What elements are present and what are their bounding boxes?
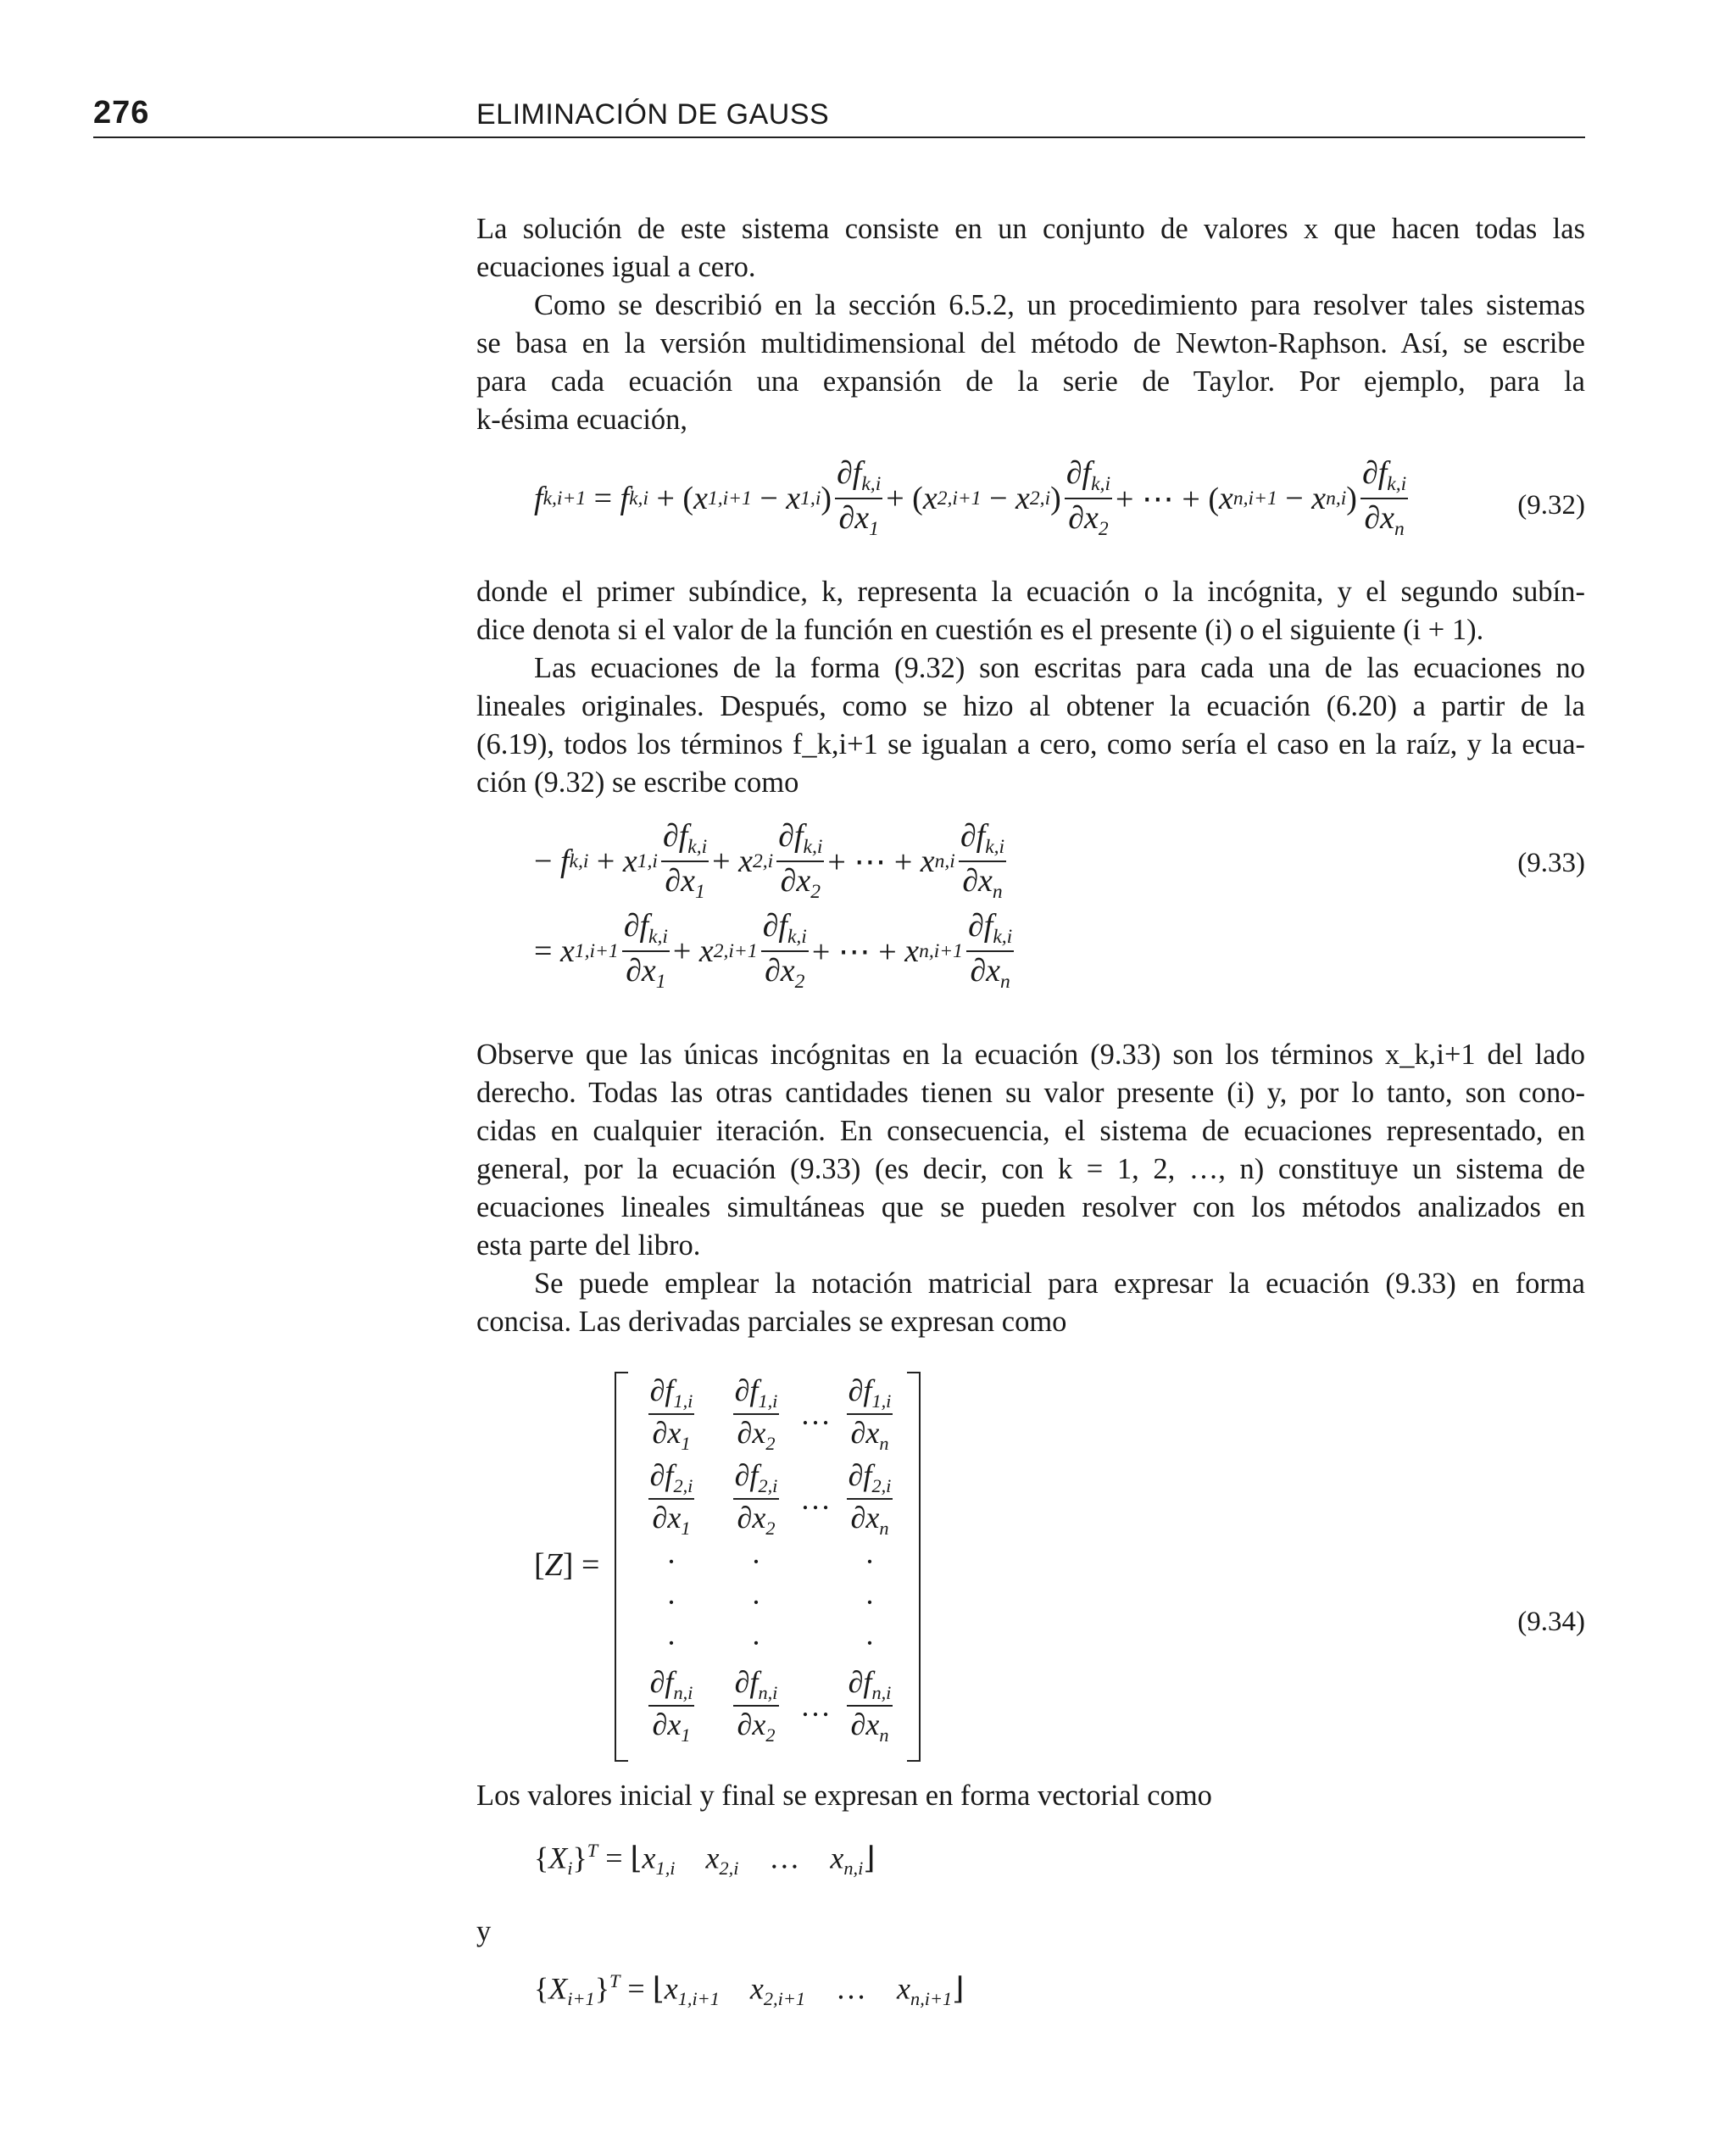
text-line: donde el primer subíndice, k, representa la ecuación o la incógnita, y el segundo subín- (476, 576, 1585, 608)
text-line: Como se describió en la sección 6.5.2, un procedimiento para resolver tales sistemas (534, 289, 1585, 321)
equation-9-34: [Z] = $\frac{\partial f_{1,i}}{\partial x_1}$ $\frac{\partial f_{1,i}}{\partial x_2}$ … $\frac{\partial f_{1,i}}{\partial x_n}$ $\frac{\partial f_{2,i}}{\partial x_1}$ $\frac{\partial f_{2,i}}{\partial x_2}$ … $\frac{\partial f_{2,i}}{\partial x_n}$ · · · · · · · · · $\frac{\partial f_{n,i}}{\partial x_1}$ $\frac{\partial f_{n,i}}{\partial x_2}$ … $\frac{\partial f_{n,i}}{\partial x_n}$ (534, 1372, 924, 1763)
text-line: para cada ecuación una expansión de la serie de Taylor. Por ejemplo, para la (476, 365, 1585, 398)
paragraph-7 (476, 1777, 1585, 1815)
text-line: cidas en cualquier iteración. En consecuencia, el sistema de ecuaciones representado, en (476, 1115, 1585, 1147)
connector-word (476, 1913, 1585, 1951)
text-line: ción (9.32) se escribe como (476, 766, 799, 799)
text-line: (6.19), todos los términos f_k,i+1 se igualan a cero, como sería el caso en la raíz, y la ecua- (476, 728, 1585, 760)
text-line: general, por la ecuación (9.33) (es decir, con k = 1, 2, …, n) constituye un sistema de (476, 1153, 1585, 1185)
vector-xi: $\{X_i\}^T$ = $⌊x_{1,i}$ $x_{2,i}$ … $x_{n,i}⌋$ (534, 1840, 876, 1880)
text-line: Los valores inicial y final se expresan en forma vectorial como (476, 1780, 1212, 1812)
vector-xi-plus-1: $\{X_{i+1}\}^T$ = $⌊x_{1,i+1}$ $x_{2,i+1}$ … $x_{n,i+1}⌋$ (534, 1970, 965, 2010)
text-line: ecuaciones igual a cero. (476, 251, 756, 283)
paragraph-4 (476, 649, 1585, 802)
equation-9-32: f k,i+1 = f k,i + ( x 1,i+1 − x 1,i ) $\frac{\partial f_{k,i}}{\partial x_1}$ + ( x 2,i+1 − x 2,i ) $\frac{\partial f_{k,i}}{\partial x_2}$ + ⋯ + ( x n,i+1 − x n,i ) $\frac{\partial f_{k,i}}{\partial x_n}$ (534, 455, 1407, 541)
chapter-title: ELIMINACIÓN DE GAUSS (476, 98, 830, 131)
text-line: se basa en la versión multidimensional del método de Newton-Raphson. Así, se escribe (476, 327, 1585, 359)
text-line: k-ésima ecuación, (476, 404, 688, 436)
text-line: concisa. Las derivadas parciales se expresan como (476, 1306, 1067, 1338)
text-line: ecuaciones lineales simultáneas que se pueden resolver con los métodos analizados en (476, 1191, 1585, 1223)
equation-number: (9.34) (1517, 1607, 1585, 1637)
equation-9-33: − f k,i + x 1,i $\frac{\partial f_{k,i}}{\partial x_1}$ + x 2,i $\frac{\partial f_{k,i}}{\partial x_2}$ + ⋯ + x n,i $\frac{\partial f_{k,i}}{\partial x_n}$ = x 1,i+1 $\frac{\partial f_{k,i}}{\partial x_1}$ + x 2,i+1 $\frac{\partial f_{k,i}}{\partial x_2}$ + ⋯ + x n,i+1 $\frac{\partial f_{k,i}}{\partial x_n}$ (534, 818, 1013, 994)
text-line: derecho. Todas las otras cantidades tienen su valor presente (i) y, por lo tanto, son cono- (476, 1077, 1585, 1109)
text-line: lineales originales. Después, como se hizo al obtener la ecuación (6.20) a partir de la (476, 690, 1585, 722)
text-line: Observe que las únicas incógnitas en la ecuación (9.33) son los términos x_k,i+1 del lado (476, 1039, 1585, 1071)
text-line: dice denota si el valor de la función en cuestión es el presente (i) o el siguiente (i + 1). (476, 614, 1484, 646)
paragraph-1 (476, 210, 1585, 287)
equation-number: (9.33) (1517, 848, 1585, 878)
text-line: y (476, 1915, 492, 1947)
paragraph-3 (476, 573, 1585, 649)
page-number: 276 (93, 95, 150, 131)
text-line: esta parte del libro. (476, 1229, 701, 1262)
header-rule (93, 136, 1585, 138)
paragraph-5 (476, 1036, 1585, 1265)
text-line: Las ecuaciones de la forma (9.32) son escritas para cada una de las ecuaciones no (534, 652, 1585, 684)
text-line: Se puede emplear la notación matricial para expresar la ecuación (9.33) en forma (534, 1267, 1585, 1300)
text-line: La solución de este sistema consiste en un conjunto de valores x que hacen todas las (476, 213, 1585, 245)
paragraph-2 (476, 287, 1585, 439)
paragraph-6 (476, 1265, 1585, 1341)
equation-number: (9.32) (1517, 490, 1585, 521)
